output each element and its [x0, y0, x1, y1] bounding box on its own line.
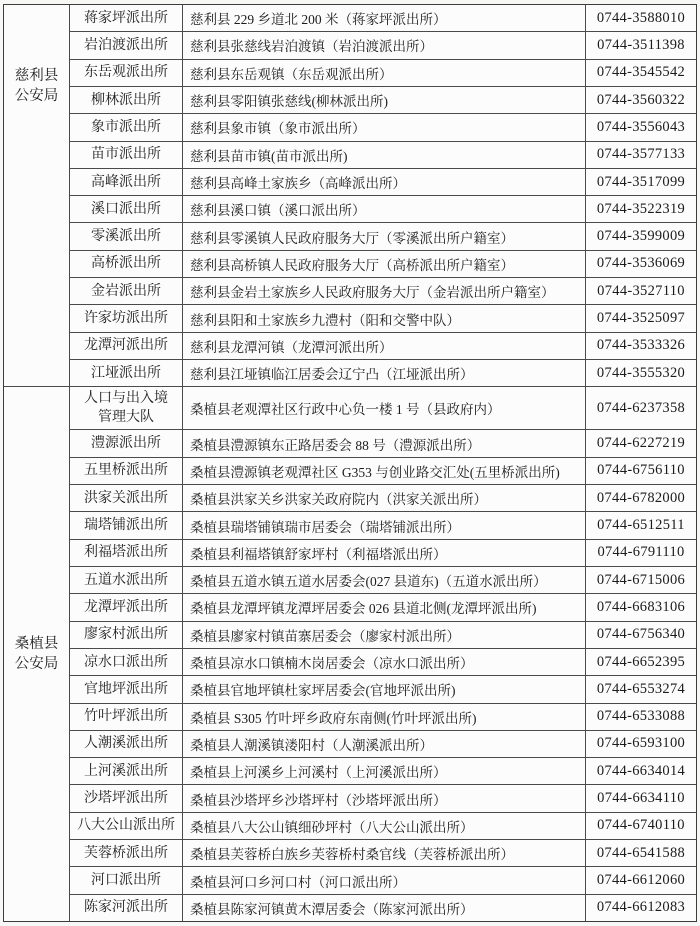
address-cell	[183, 333, 585, 359]
phone-cell	[586, 333, 696, 359]
station-cell	[70, 594, 182, 620]
address-cell	[183, 649, 585, 675]
address-text: 桑植县瑞塔铺镇瑞市居委会（瑞塔铺派出所）	[190, 519, 460, 535]
address-cell	[183, 867, 585, 893]
station-cell	[70, 540, 182, 566]
phone-number: 0744-6533088	[596, 708, 686, 725]
address-text: 慈利县江垭镇临江居委会辽宁凸（江垭派出所）	[190, 367, 474, 383]
phone-number: 0744-6652395	[596, 653, 686, 670]
address-cell	[183, 704, 585, 730]
station-cell	[70, 813, 182, 839]
station-name: 五里桥派出所	[84, 463, 168, 479]
address-cell	[183, 567, 585, 593]
station-cell	[70, 840, 182, 866]
station-cell	[70, 387, 182, 429]
station-name: 龙潭坪派出所	[84, 599, 168, 615]
station-name: 瑞塔铺派出所	[84, 518, 168, 533]
address-cell	[183, 485, 585, 511]
station-cell	[70, 567, 182, 593]
phone-cell	[586, 512, 696, 538]
address-cell	[183, 622, 585, 648]
address-cell	[183, 305, 585, 331]
address-text: 慈利县金岩土家族乡人民政府服务大厅（金岩派出所户籍室）	[190, 285, 555, 301]
address-text: 桑植县陈家河镇黄木潭居委会（陈家河派出所）	[190, 901, 474, 917]
address-cell	[183, 813, 585, 839]
address-text: 慈利县零溪镇人民政府服务大厅（零溪派出所户籍室）	[190, 230, 514, 246]
address-cell	[183, 87, 585, 113]
station-name: 岩泊渡派出所	[84, 37, 168, 53]
address-text: 慈利县 229 乡道北 200 米（蒋家坪派出所）	[190, 12, 447, 28]
phone-cell	[586, 594, 696, 620]
bureau-cell	[4, 5, 69, 386]
phone-cell	[586, 622, 696, 648]
station-name: 高桥派出所	[91, 256, 161, 272]
address-text: 慈利县阳和土家族乡九澧村（阳和交警中队）	[190, 312, 460, 328]
phone-cell	[586, 196, 696, 222]
phone-cell	[586, 458, 696, 484]
station-name: 东岳观派出所	[84, 65, 168, 81]
address-text: 桑植县澧源镇老观潭社区 G353 与创业路交汇处(五里桥派出所)	[190, 464, 560, 480]
phone-cell	[586, 895, 696, 921]
station-cell	[70, 251, 182, 277]
phone-number: 0744-3545542	[596, 64, 686, 81]
phone-number: 0744-6756340	[596, 626, 686, 643]
phone-cell	[586, 114, 696, 140]
phone-number: 0744-6634110	[597, 790, 685, 807]
address-text: 慈利县张慈线岩泊渡镇（岩泊渡派出所）	[190, 39, 433, 55]
station-name: 柳林派出所	[91, 92, 161, 108]
station-name: 洪家关派出所	[84, 490, 168, 506]
address-cell	[183, 594, 585, 620]
address-text: 慈利县高桥镇人民政府服务大厅（高桥派出所户籍室）	[190, 257, 514, 273]
station-cell	[70, 87, 182, 113]
phone-number: 0744-3527110	[597, 282, 685, 299]
phone-number: 0744-6791110	[597, 544, 685, 561]
phone-cell	[586, 785, 696, 811]
station-cell	[70, 305, 182, 331]
station-name: 陈家河派出所	[84, 900, 168, 916]
phone-number: 0744-3525097	[596, 310, 686, 327]
station-cell	[70, 622, 182, 648]
address-cell	[183, 785, 585, 811]
address-cell	[183, 840, 585, 866]
address-cell	[183, 251, 585, 277]
address-text: 桑植县上河溪乡上河溪村（上河溪派出所）	[190, 765, 447, 781]
phone-number: 0744-6612060	[596, 872, 686, 889]
phone-number: 0744-6512511	[597, 517, 685, 533]
station-cell	[70, 360, 182, 386]
phone-cell	[586, 5, 696, 31]
phone-cell	[586, 87, 696, 113]
phone-cell	[586, 278, 696, 304]
address-cell	[183, 360, 585, 386]
station-name: 人口与出入境管理大队	[84, 391, 168, 426]
station-cell	[70, 649, 182, 675]
address-cell	[183, 758, 585, 784]
phone-cell	[586, 169, 696, 195]
address-cell	[183, 32, 585, 58]
phone-number: 0744-3555320	[596, 364, 686, 381]
address-text: 慈利县高峰土家族乡（高峰派出所）	[190, 176, 406, 191]
station-name: 高峰派出所	[91, 174, 161, 190]
address-cell	[183, 223, 585, 249]
address-text: 桑植县人潮溪镇溇阳村（人潮溪派出所）	[190, 737, 433, 753]
phone-number: 0744-6612083	[596, 899, 686, 916]
phone-cell	[586, 567, 696, 593]
phone-cell	[586, 676, 696, 702]
station-cell	[70, 485, 182, 511]
address-text: 慈利县龙潭河镇（龙潭河派出所）	[190, 339, 393, 355]
station-cell	[70, 278, 182, 304]
address-text: 慈利县象市镇（象市派出所）	[190, 121, 366, 137]
address-text: 桑植县利福塔镇舒家坪村（利福塔派出所）	[190, 546, 447, 562]
address-text: 慈利县零阳镇张慈线(柳林派出所)	[190, 94, 388, 110]
station-name: 龙潭河派出所	[84, 338, 168, 354]
station-name: 人潮溪派出所	[84, 736, 168, 752]
address-cell	[183, 5, 585, 31]
station-name: 苗市派出所	[91, 147, 161, 163]
station-cell	[70, 731, 182, 757]
station-cell	[70, 785, 182, 811]
address-cell	[183, 60, 585, 86]
phone-cell	[586, 485, 696, 511]
phone-cell	[586, 840, 696, 866]
phone-cell	[586, 60, 696, 86]
phone-number: 0744-6634014	[596, 762, 686, 779]
station-name: 蒋家坪派出所	[84, 10, 168, 26]
phone-cell	[586, 142, 696, 168]
address-text: 桑植县澧源镇东正路居委会 88 号（澧源派出所）	[190, 437, 481, 453]
phone-number: 0744-3588010	[596, 9, 686, 26]
phone-cell	[586, 731, 696, 757]
station-cell	[70, 704, 182, 730]
station-name: 凉水口派出所	[84, 654, 168, 670]
phone-number: 0744-6593100	[596, 735, 686, 752]
station-name: 溪口派出所	[91, 201, 161, 217]
address-cell	[183, 142, 585, 168]
phone-number: 0744-6237358	[596, 399, 686, 416]
address-cell	[183, 676, 585, 702]
address-text: 慈利县溪口镇（溪口派出所）	[190, 203, 366, 219]
station-cell	[70, 895, 182, 921]
station-cell	[70, 512, 182, 538]
phone-number: 0744-6553274	[596, 680, 686, 697]
station-name: 江垭派出所	[91, 365, 161, 381]
address-text: 桑植县廖家村镇苗寨居委会（廖家村派出所）	[190, 628, 460, 644]
station-name: 河口派出所	[91, 873, 161, 889]
station-name: 许家坊派出所	[84, 311, 168, 327]
phone-cell	[586, 32, 696, 58]
address-text: 桑植县官地坪镇杜家坪居委会(官地坪派出所)	[190, 683, 456, 699]
station-name: 廖家村派出所	[84, 627, 168, 643]
phone-number: 0744-6782000	[596, 489, 686, 506]
address-cell	[183, 169, 585, 195]
address-text: 桑植县凉水口镇楠木岗居委会（凉水口派出所）	[190, 656, 474, 672]
phone-cell	[586, 387, 696, 429]
station-cell	[70, 169, 182, 195]
station-cell	[70, 458, 182, 484]
bureau-label: 慈利县公安局	[14, 68, 59, 104]
address-text: 慈利县苗市镇(苗市派出所)	[190, 148, 348, 164]
station-name: 官地坪派出所	[84, 681, 168, 697]
station-cell	[70, 196, 182, 222]
phone-cell	[586, 649, 696, 675]
station-cell	[70, 676, 182, 702]
phone-number: 0744-6227219	[596, 435, 686, 452]
station-name: 利福塔派出所	[84, 545, 168, 561]
station-name: 五道水派出所	[84, 572, 168, 588]
phone-number: 0744-3522319	[596, 200, 686, 217]
station-cell	[70, 32, 182, 58]
phone-cell	[586, 704, 696, 730]
phone-cell	[586, 867, 696, 893]
address-cell	[183, 895, 585, 921]
phone-number: 0744-6683106	[596, 598, 686, 615]
station-name: 象市派出所	[91, 119, 161, 135]
station-name: 上河溪派出所	[84, 763, 168, 779]
phone-number: 0744-3517099	[596, 173, 686, 190]
station-cell	[70, 333, 182, 359]
bureau-label: 桑植县公安局	[14, 636, 59, 673]
station-cell	[70, 758, 182, 784]
police-contact-table	[3, 4, 697, 922]
station-name: 芙蓉桥派出所	[84, 845, 168, 861]
address-text: 桑植县河口乡河口村（河口派出所）	[190, 874, 406, 890]
phone-number: 0744-3556043	[596, 118, 686, 135]
phone-number: 0744-6740110	[597, 817, 685, 834]
phone-cell	[586, 540, 696, 566]
phone-cell	[586, 223, 696, 249]
bureau-cell	[4, 387, 69, 921]
station-cell	[70, 5, 182, 31]
address-cell	[183, 540, 585, 566]
address-cell	[183, 512, 585, 538]
phone-number: 0744-3577133	[596, 146, 686, 163]
phone-number: 0744-6715006	[596, 571, 686, 588]
address-cell	[183, 430, 585, 456]
phone-number: 0744-6756110	[597, 462, 685, 479]
phone-cell	[586, 360, 696, 386]
station-name: 金岩派出所	[91, 283, 161, 299]
address-text: 桑植县八大公山镇细砂坪村（八大公山派出所）	[190, 819, 474, 835]
phone-number: 0744-3536069	[596, 255, 686, 272]
phone-number: 0744-3599009	[596, 228, 686, 245]
address-cell	[183, 278, 585, 304]
station-name: 沙塔坪派出所	[84, 791, 168, 807]
address-cell	[183, 114, 585, 140]
phone-cell	[586, 251, 696, 277]
address-text: 桑植县洪家关乡洪家关政府院内（洪家关派出所）	[190, 492, 487, 508]
phone-number: 0744-3560322	[596, 91, 686, 108]
station-cell	[70, 223, 182, 249]
station-cell	[70, 60, 182, 86]
phone-cell	[586, 758, 696, 784]
station-name: 竹叶坪派出所	[84, 709, 168, 725]
address-cell	[183, 458, 585, 484]
phone-number: 0744-3511398	[597, 36, 685, 53]
station-cell	[70, 142, 182, 168]
address-text: 桑植县芙蓉桥白族乡芙蓉桥村桑官线（芙蓉桥派出所）	[190, 847, 514, 863]
phone-cell	[586, 430, 696, 456]
address-cell	[183, 196, 585, 222]
station-cell	[70, 114, 182, 140]
phone-cell	[586, 305, 696, 331]
phone-cell	[586, 813, 696, 839]
station-name: 澧源派出所	[91, 436, 161, 452]
address-text: 桑植县龙潭坪镇龙潭坪居委会 026 县道北侧(龙潭坪派出所)	[190, 601, 537, 617]
phone-number: 0744-3533326	[596, 337, 686, 354]
station-cell	[70, 867, 182, 893]
address-text: 桑植县老观潭社区行政中心负一楼 1 号（县政府内）	[190, 402, 501, 418]
station-cell	[70, 430, 182, 456]
address-text: 慈利县东岳观镇（东岳观派出所）	[190, 66, 393, 82]
address-text: 桑植县五道水镇五道水居委会(027 县道东)（五道水派出所）	[190, 574, 547, 590]
address-text: 桑植县 S305 竹叶坪乡政府东南侧(竹叶坪派出所)	[190, 710, 477, 726]
station-name: 八大公山派出所	[77, 818, 175, 834]
address-cell	[183, 387, 585, 429]
address-text: 桑植县沙塔坪乡沙塔坪村（沙塔坪派出所）	[190, 792, 447, 808]
station-name: 零溪派出所	[91, 229, 161, 245]
phone-number: 0744-6541588	[596, 844, 686, 861]
address-cell	[183, 731, 585, 757]
